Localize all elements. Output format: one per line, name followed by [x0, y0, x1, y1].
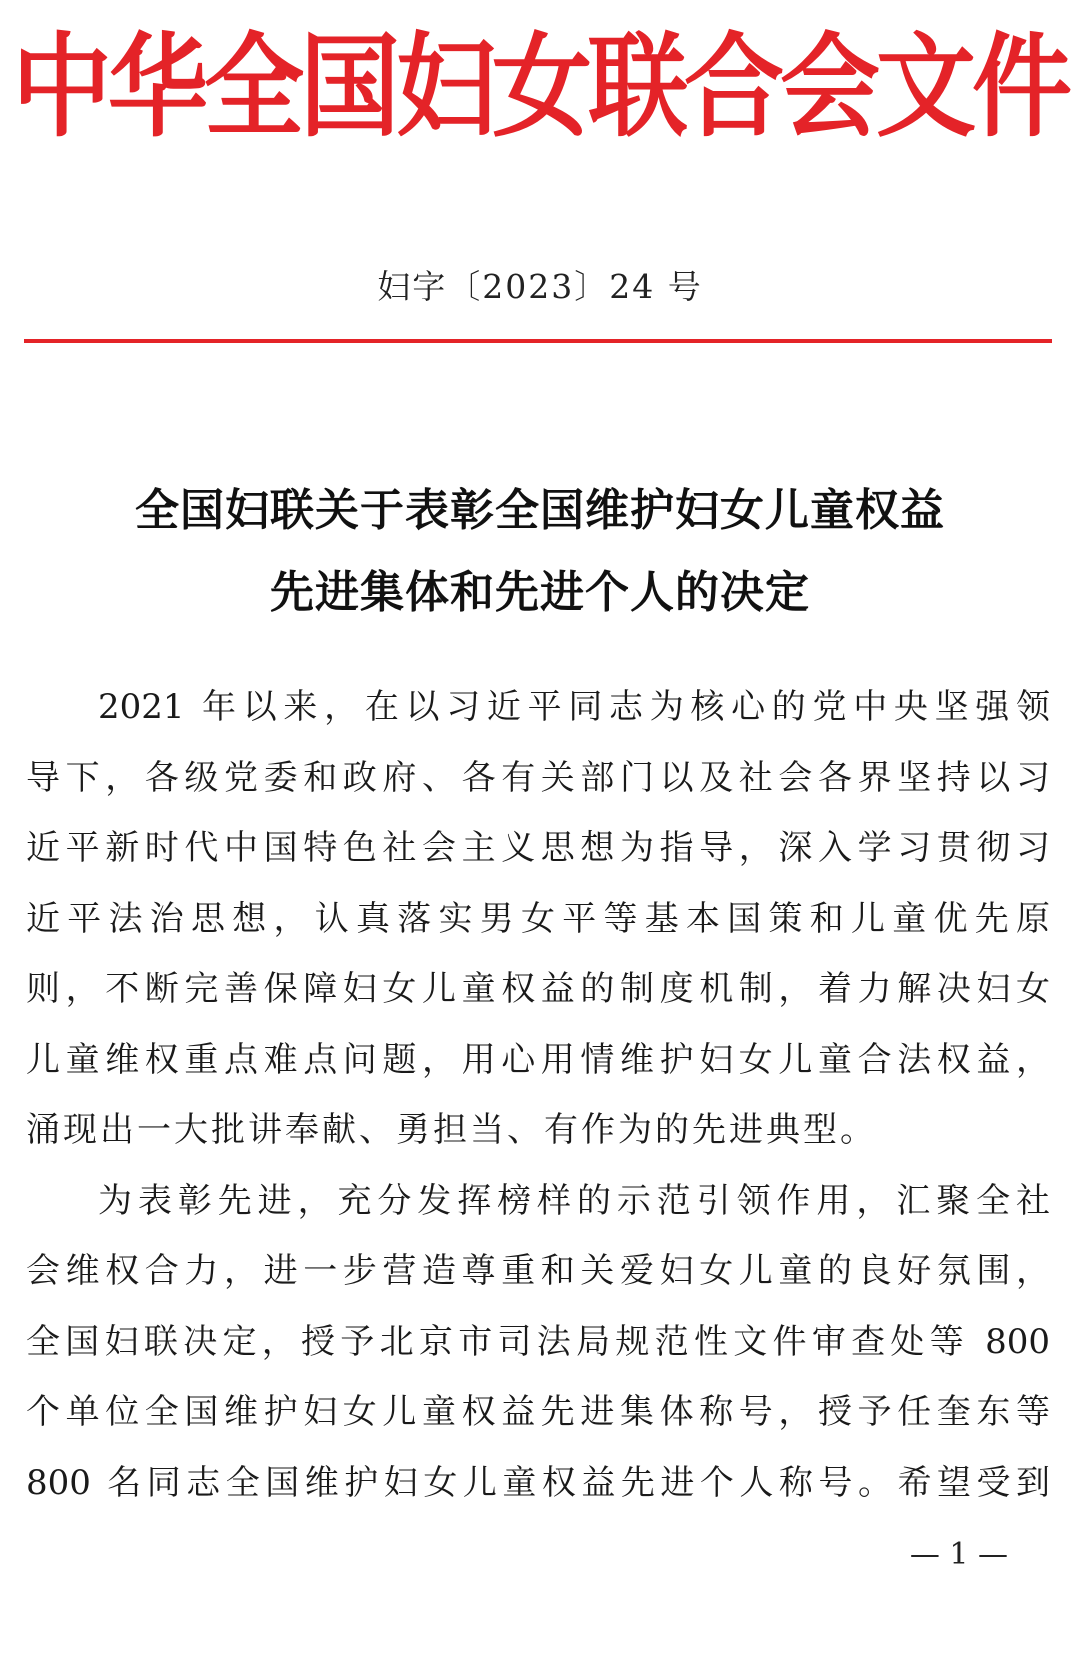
- document-title: [40, 470, 1040, 634]
- body-line: 则，不断完善保障妇女儿童权益的制度机制，着力解决妇女: [26, 969, 1050, 1009]
- paragraph-2: [26, 1166, 1050, 1519]
- body-line: 儿童维权重点难点问题，用心用情维护妇女儿童合法权益，: [26, 1039, 1050, 1080]
- document-masthead: 中华全国妇女联合会文件: [12, 21, 1068, 153]
- document-body: [26, 672, 1050, 1518]
- document-number: 妇字〔2023〕24 号: [377, 267, 703, 306]
- red-separator-line: [24, 339, 1052, 343]
- body-line: 涌现出一大批讲奉献、勇担当、有作为的先进典型。: [26, 1110, 877, 1150]
- body-line: 为表彰先进，充分发挥榜样的示范引领作用，汇聚全社: [98, 1180, 1050, 1221]
- paragraph-1: [26, 672, 1050, 1166]
- body-line: 近平法治思想，认真落实男女平等基本国策和儿童优先原: [26, 898, 1050, 939]
- body-line: 800 名同志全国维护妇女儿童权益先进个人称号。希望受到: [26, 1462, 1050, 1503]
- body-line: 2021 年以来，在以习近平同志为核心的党中央坚强领: [98, 687, 1050, 727]
- body-line: 近平新时代中国特色社会主义思想为指导，深入学习贯彻习: [26, 828, 1050, 868]
- title-line-2: 先进集体和先进个人的决定: [270, 567, 810, 618]
- page-number: — 1 —: [909, 1537, 1008, 1572]
- body-line: 会维权合力，进一步营造尊重和关爱妇女儿童的良好氛围，: [26, 1251, 1050, 1291]
- body-line: 个单位全国维护妇女儿童权益先进集体称号，授予任奎东等: [26, 1392, 1050, 1432]
- title-line-1: 全国妇联关于表彰全国维护妇女儿童权益: [135, 485, 945, 536]
- body-line: 导下，各级党委和政府、各有关部门以及社会各界坚持以习: [26, 757, 1050, 798]
- body-line: 全国妇联决定，授予北京市司法局规范性文件审查处等 800: [26, 1321, 1050, 1362]
